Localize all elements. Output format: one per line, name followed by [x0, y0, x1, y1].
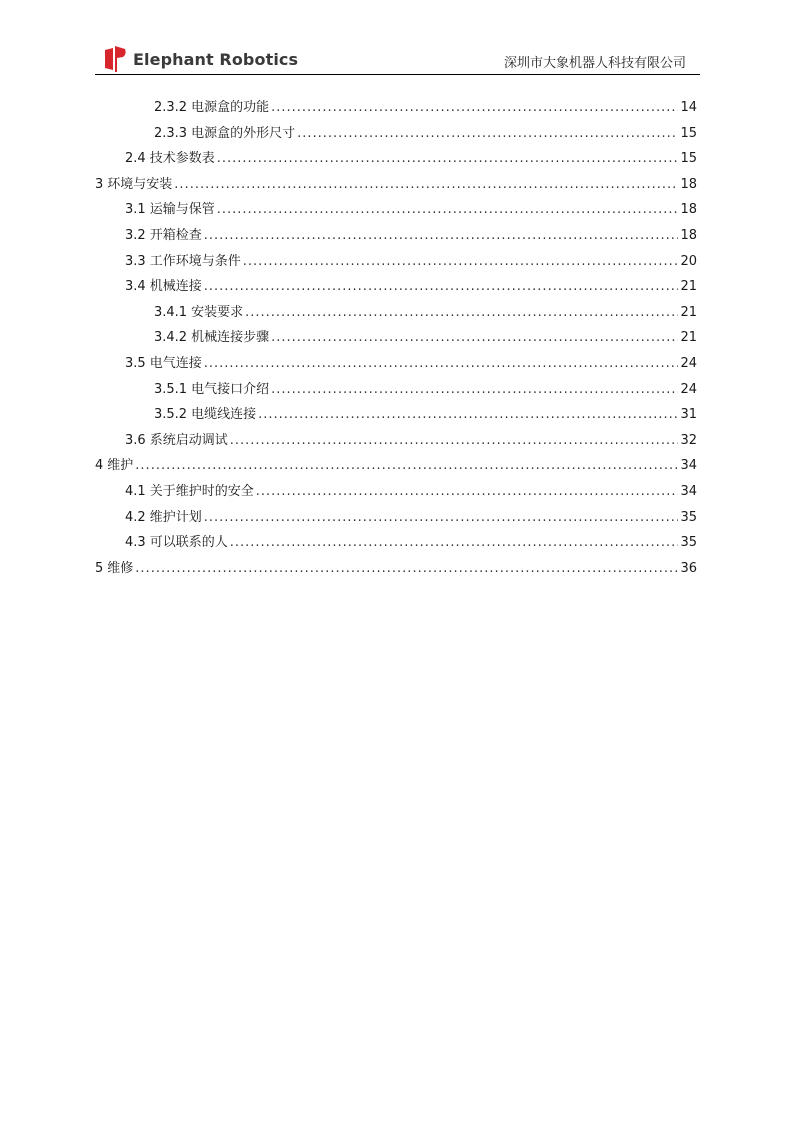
toc-entry-title: 维修	[107, 560, 134, 576]
toc-dot-leader	[174, 175, 678, 195]
toc-entry-title: 系统启动调试	[149, 432, 228, 448]
toc-entry[interactable]	[125, 354, 697, 374]
toc-entry-title: 环境与安装	[107, 176, 173, 192]
toc-entry-title: 工作环境与条件	[149, 253, 241, 269]
toc-entry[interactable]	[125, 533, 697, 553]
toc-dot-leader	[245, 303, 678, 323]
toc-entry[interactable]	[125, 149, 697, 169]
toc-entry-number: 5	[95, 560, 104, 576]
toc-dot-leader	[271, 328, 678, 348]
toc-entry-number: 4.3	[125, 535, 146, 551]
toc-entry-number: 3.5.2	[154, 407, 188, 423]
toc-entry[interactable]	[125, 482, 697, 502]
toc-dot-leader	[256, 482, 679, 502]
toc-entry[interactable]	[154, 328, 697, 348]
toc-entry-number: 3.5.1	[154, 381, 188, 397]
toc-entry-page-number: 15	[680, 125, 697, 141]
toc-entry-number: 3.6	[125, 432, 146, 448]
toc-entry-number: 3.4.1	[154, 304, 188, 320]
toc-entry-title: 电源盒的功能	[191, 100, 270, 115]
toc-entry-number: 2.3.2	[154, 100, 188, 115]
toc-entry[interactable]	[154, 303, 697, 323]
toc-entry[interactable]	[95, 175, 697, 195]
toc-entry[interactable]	[154, 380, 697, 400]
toc-entry-number: 3.3	[125, 253, 146, 269]
toc-entry-title: 机械连接	[149, 279, 202, 295]
toc-entry-title: 安装要求	[191, 304, 244, 320]
toc-entry-number: 4	[95, 458, 104, 474]
toc-entry-page-number: 34	[680, 458, 697, 474]
toc-dot-leader	[258, 405, 678, 425]
toc-entry[interactable]	[154, 405, 697, 425]
toc-entry-page-number: 35	[680, 535, 697, 551]
toc-entry-title: 开箱检查	[149, 228, 202, 243]
toc-entry-title: 电源盒的外形尺寸	[191, 125, 296, 141]
toc-entry[interactable]	[125, 431, 697, 451]
toc-dot-leader	[271, 98, 678, 118]
logo-text: Elephant Robotics	[133, 49, 299, 69]
toc-entry-page-number: 24	[680, 381, 697, 397]
toc-entry[interactable]	[95, 559, 697, 579]
toc-entry[interactable]	[95, 456, 697, 476]
toc-dot-leader	[297, 124, 678, 144]
elephant-robotics-logo-icon	[103, 46, 127, 72]
toc-entry[interactable]	[125, 226, 697, 246]
toc-entry-title: 关于维护时的安全	[149, 484, 254, 499]
toc-dot-leader	[230, 533, 679, 553]
toc-entry-title: 运输与保管	[149, 202, 215, 218]
toc-entry-number: 2.4	[125, 151, 146, 167]
toc-entry-number: 3.1	[125, 202, 146, 218]
company-name: 深圳市大象机器人科技有限公司	[503, 56, 686, 71]
toc-entry-page-number: 36	[680, 560, 697, 576]
toc-entry-title: 维护计划	[149, 509, 202, 525]
toc-entry-page-number: 18	[680, 176, 697, 192]
toc-entry[interactable]	[125, 252, 697, 272]
company-logo	[103, 46, 298, 72]
toc-entry-page-number: 32	[680, 432, 697, 448]
toc-dot-leader	[135, 559, 678, 579]
toc-entry-number: 2.3.3	[154, 125, 188, 141]
toc-entry-page-number: 14	[680, 100, 697, 115]
toc-entry-title: 电气连接	[149, 356, 202, 371]
toc-dot-leader	[271, 380, 678, 400]
toc-dot-leader	[217, 149, 679, 169]
toc-entry-title: 机械连接步骤	[191, 330, 270, 346]
toc-dot-leader	[204, 508, 679, 528]
toc-entry-title: 维护	[107, 458, 134, 474]
toc-dot-leader	[243, 252, 679, 272]
toc-entry-title: 电气接口介绍	[191, 381, 270, 397]
toc-entry-number: 3	[95, 176, 104, 192]
toc-entry-title: 技术参数表	[149, 151, 215, 167]
toc-entry[interactable]	[125, 277, 697, 297]
toc-dot-leader	[204, 277, 679, 297]
toc-entry-page-number: 21	[680, 330, 697, 346]
toc-entry-title: 电缆线连接	[191, 407, 257, 423]
toc-entry[interactable]	[154, 124, 697, 144]
toc-entry[interactable]	[125, 508, 697, 528]
toc-entry-number: 3.5	[125, 356, 146, 371]
toc-entry-page-number: 15	[680, 151, 697, 167]
toc-entry[interactable]	[154, 98, 697, 118]
toc-entry-title: 可以联系的人	[149, 535, 228, 551]
header-divider	[95, 74, 700, 75]
toc-entry-page-number: 31	[680, 407, 697, 423]
page-header	[0, 0, 793, 80]
toc-entry[interactable]	[125, 200, 697, 220]
toc-entry-page-number: 18	[680, 228, 697, 243]
toc-entry-page-number: 21	[680, 279, 697, 295]
toc-entry-page-number: 24	[680, 356, 697, 371]
toc-dot-leader	[230, 431, 679, 451]
toc-dot-leader	[204, 354, 679, 374]
toc-entry-number: 3.4.2	[154, 330, 188, 346]
toc-entry-page-number: 21	[680, 304, 697, 320]
toc-dot-leader	[135, 456, 678, 476]
toc-entry-number: 4.1	[125, 484, 146, 499]
toc-dot-leader	[204, 226, 679, 246]
toc-entry-page-number: 20	[680, 253, 697, 269]
toc-entry-page-number: 34	[680, 484, 697, 499]
toc-entry-number: 3.2	[125, 228, 146, 243]
toc-entry-number: 3.4	[125, 279, 146, 295]
toc-entry-page-number: 18	[680, 202, 697, 218]
toc-dot-leader	[217, 200, 679, 220]
toc-entry-page-number: 35	[680, 509, 697, 525]
toc-entry-number: 4.2	[125, 509, 146, 525]
